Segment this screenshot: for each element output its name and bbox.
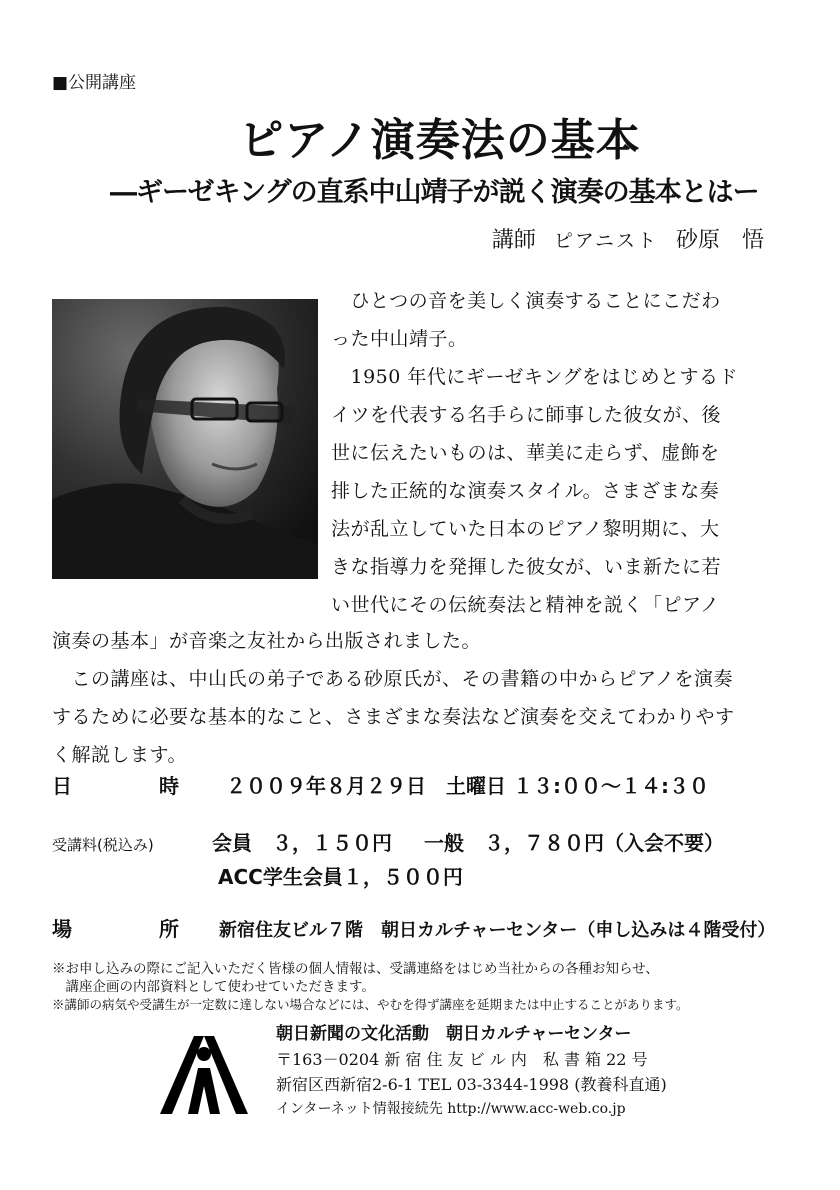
fee-row-student [218, 861, 463, 890]
place-row [52, 913, 775, 942]
fee-general: 一般 ３，７８０円（入会不要） [424, 831, 724, 855]
org-web: インターネット情報接続先 http://www.acc-web.co.jp [276, 1101, 626, 1117]
intro-line: するために必要な基本的なこと、さまざまな奏法など演奏を交えてわかりやす [52, 706, 735, 728]
org-address: 〒163－0204 新 宿 住 友 ビ ル 内 私 書 箱 22 号 [276, 1050, 648, 1069]
intro-line: く解説します。 [52, 744, 187, 766]
schedule-value: ２００９年８月２９日 土曜日 １３:００～１４:３０ [226, 774, 709, 798]
intro-line: い世代にその伝統奏法と精神を説く「ピアノ [331, 594, 720, 616]
lecturer-name: 砂原 悟 [675, 228, 764, 253]
note-line: 講座企画の内部資料として使わせていただきます。 [52, 979, 375, 995]
note-line: ※お申し込みの際にご記入いただく皆様の個人情報は、受講連絡をはじめ当社からの各種お知らせ、 [52, 961, 659, 977]
intro-line: きな指導力を発揮した彼女が、いま新たに若 [331, 556, 722, 578]
lecturer-label: 講師 [491, 228, 536, 253]
intro-line: ひとつの音を美しく演奏することにこだわ [331, 290, 721, 312]
intro-line: った中山靖子。 [331, 328, 468, 350]
organization-info [276, 1022, 667, 1122]
schedule-label-time: 時 [159, 774, 179, 798]
intro-line: 法が乱立していた日本のピアノ黎明期に、大 [331, 518, 720, 540]
intro-paragraph-right [331, 282, 771, 624]
page-title: ピアノ演奏法の基本 [239, 115, 641, 166]
fee-row [52, 827, 724, 856]
note-line: ※講師の病気や受講生が一定数に達しない場合などには、やむを得ず講座を延期または中止することがあります。 [52, 997, 689, 1012]
lecturer-role: ピアニスト [553, 230, 658, 252]
org-title: 朝日新聞の文化活動 朝日カルチャーセンター [276, 1024, 632, 1044]
org-tel: 新宿区西新宿2-6-1 TEL 03-3344-1998 (教養科直通) [276, 1075, 667, 1094]
fee-student: ACC学生会員１，５００円 [218, 865, 463, 889]
intro-line: 排した正統的な演奏スタイル。さまざまな奏 [331, 480, 720, 502]
page-subtitle: ―ギーゼキングの直系中山靖子が説く演奏の基本とはー [110, 177, 759, 208]
intro-line: 世に伝えたいものは、華美に走らず、虚飾を [331, 442, 720, 464]
category-label: ■公開講座 [52, 73, 137, 93]
place-label-2: 所 [159, 917, 179, 941]
lecturer-info [492, 223, 764, 254]
notes [52, 960, 792, 1014]
fee-member: 会員 ３，１５０円 [212, 831, 392, 855]
intro-paragraph-full [52, 622, 777, 774]
schedule-row [52, 770, 709, 799]
schedule-label-day: 日 [52, 774, 72, 798]
intro-line: 1950 年代にギーゼキングをはじめとするド [331, 366, 738, 388]
place-label-1: 場 [52, 917, 72, 941]
intro-line: 演奏の基本」が音楽之友社から出版されました。 [52, 630, 482, 652]
intro-line: この講座は、中山氏の弟子である砂原氏が、その書籍の中からピアノを演奏 [52, 668, 733, 690]
lecturer-portrait-image [52, 299, 318, 579]
acc-logo [158, 1028, 250, 1118]
lecturer-photo [52, 299, 318, 579]
place-value: 新宿住友ビル７階 朝日カルチャーセンター（申し込みは４階受付） [219, 920, 776, 941]
fee-label: 受講料(税込み) [52, 836, 154, 854]
intro-line: イツを代表する名手らに師事した彼女が、後 [331, 404, 722, 426]
